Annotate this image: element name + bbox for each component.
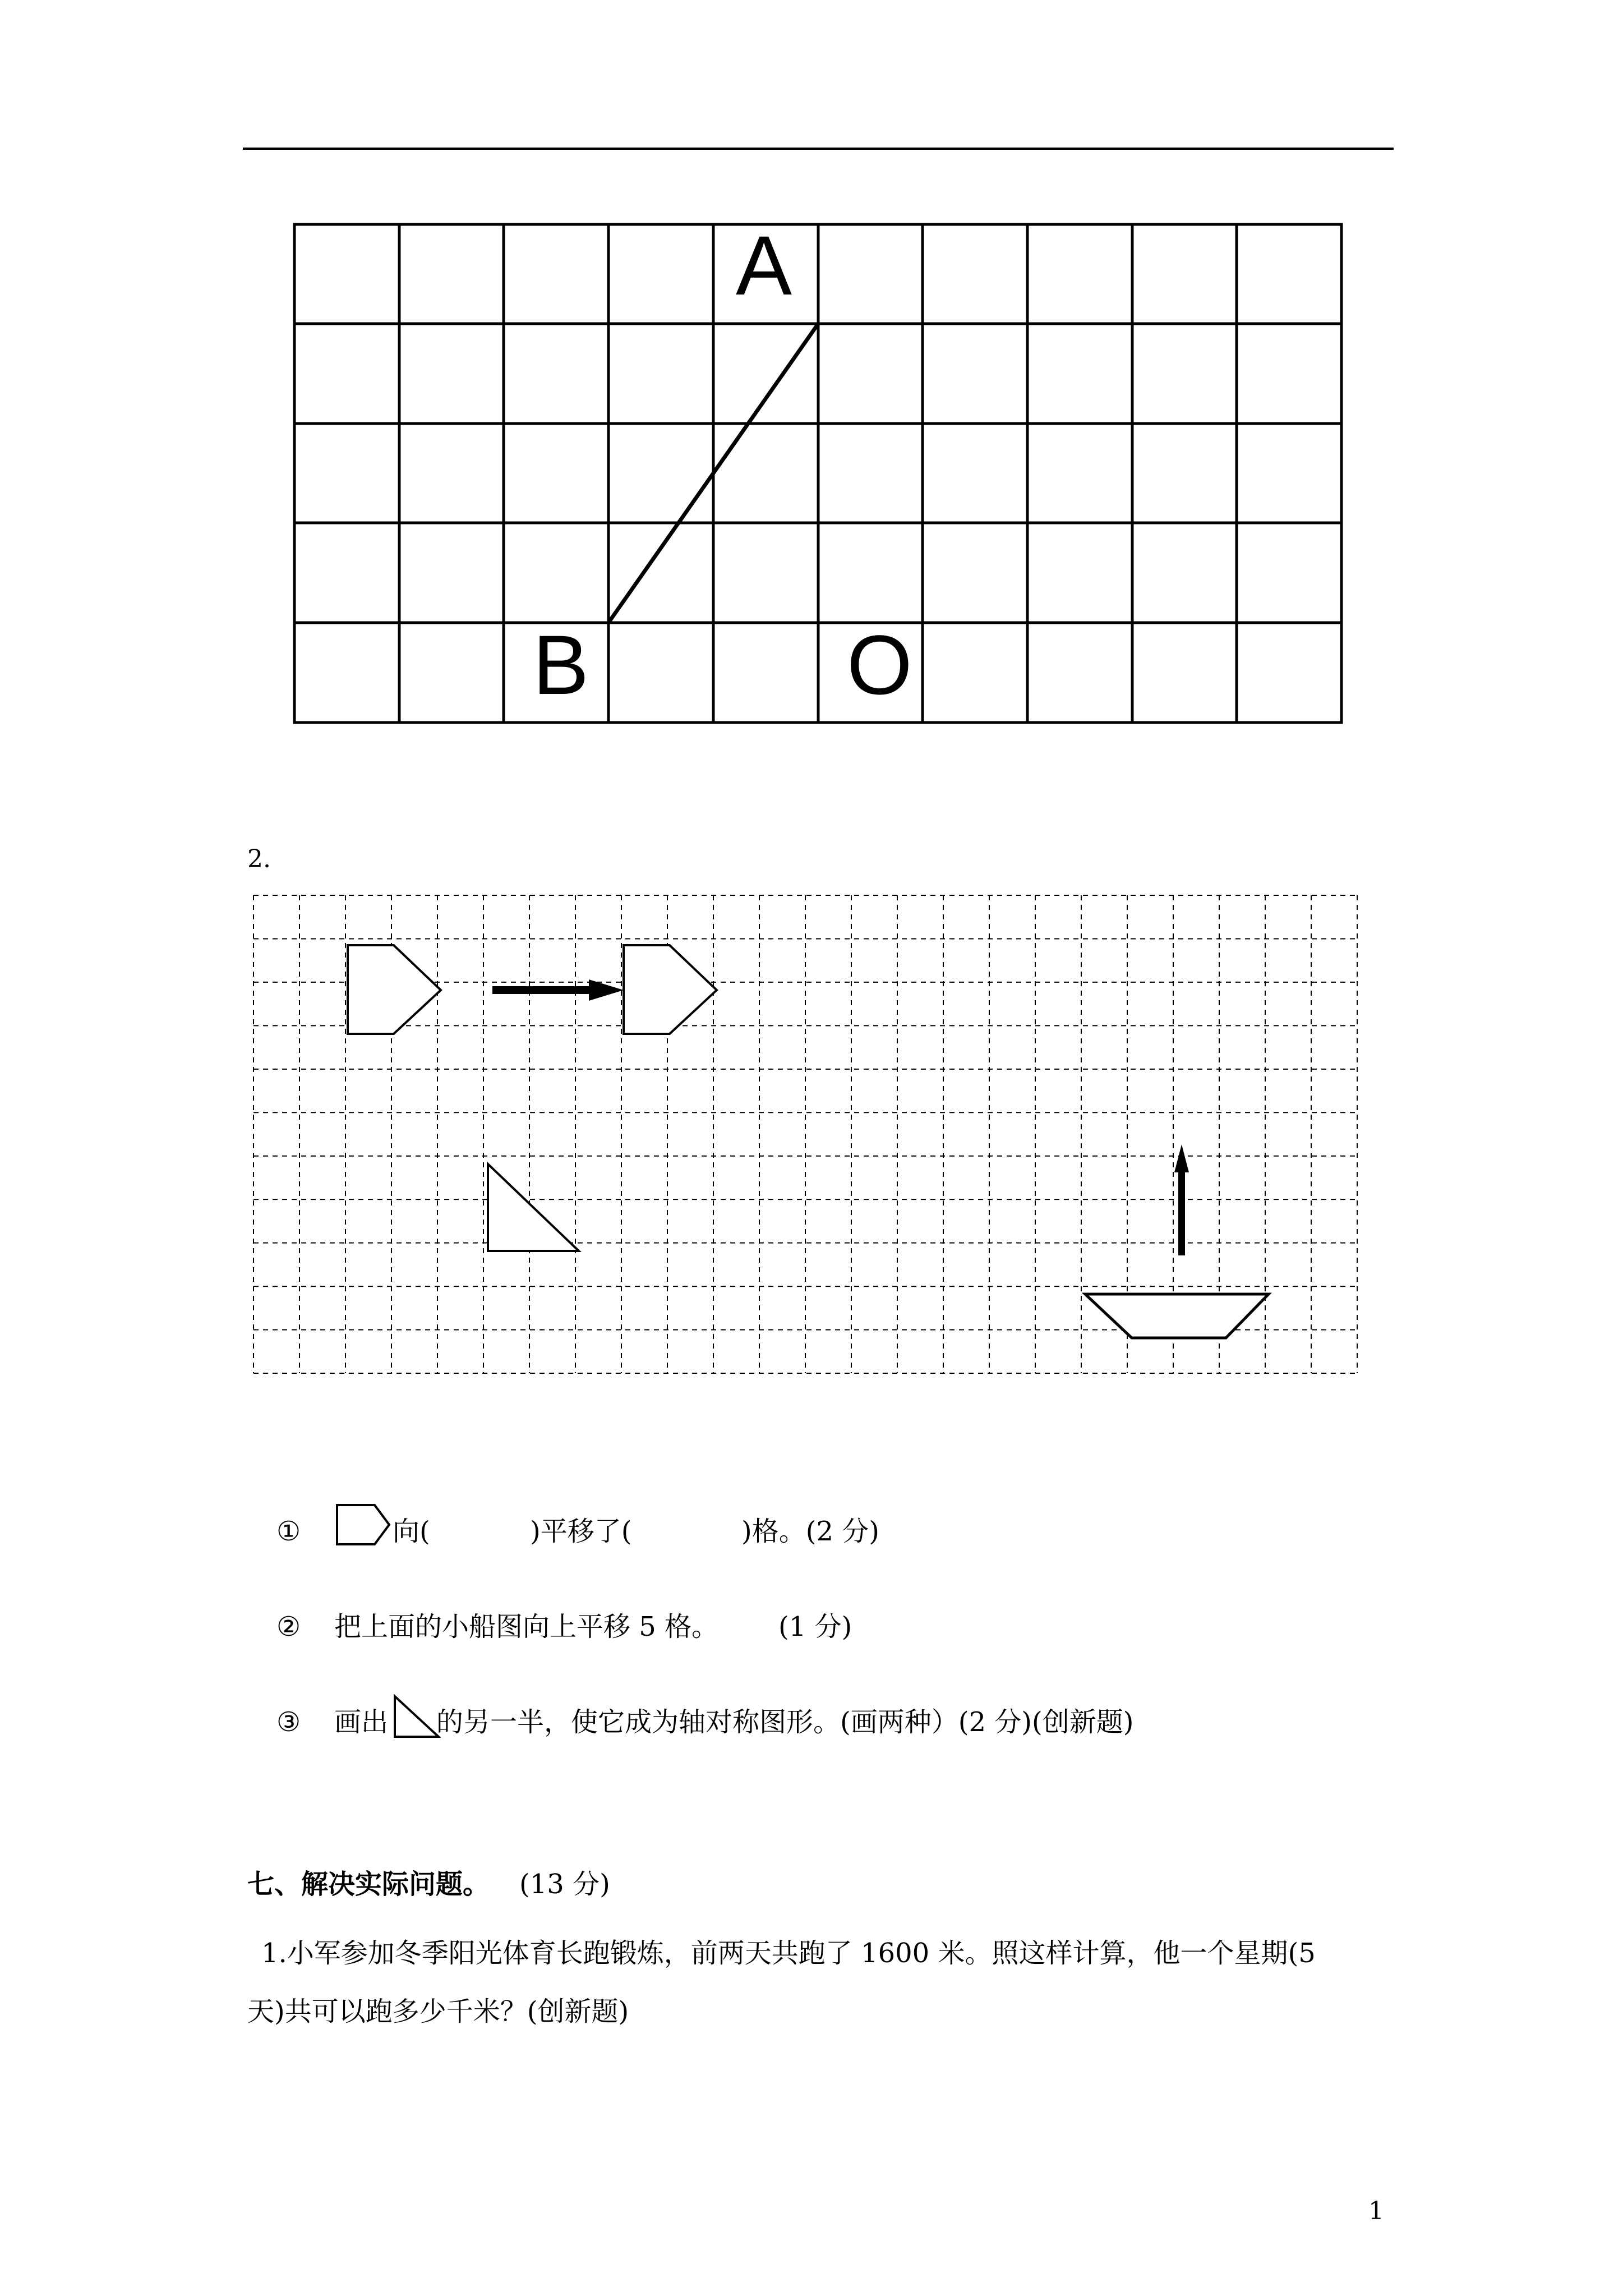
problem-1-line-2: 天)共可以跑多少千米？(创新题)	[247, 1996, 629, 2027]
pentagon-inline-icon	[335, 1503, 391, 1546]
question-3-text-b: 的另一半，使它成为轴对称图形。(画两种）(2 分)(创新题)	[436, 1706, 1134, 1738]
question-1-text-a: 向(	[393, 1516, 430, 1547]
up-arrow-head	[1174, 1144, 1189, 1172]
pentagon-translated	[624, 945, 717, 1034]
question-2-score: (1 分)	[778, 1611, 852, 1642]
section-number: 2.	[247, 845, 271, 873]
question-2-text: 把上面的小船图向上平移 5 格。	[334, 1611, 719, 1642]
question-1-text-b: )平移了(	[530, 1516, 632, 1547]
triangle-inline-icon	[393, 1694, 441, 1739]
page-number: 1	[1368, 2197, 1384, 2225]
section-7-heading: 七、解决实际问题。	[247, 1869, 490, 1900]
pentagon-original	[348, 945, 441, 1034]
point-label-a: A	[736, 218, 792, 312]
answer-blank-squares[interactable]	[651, 1512, 740, 1546]
section-7-score: (13 分)	[519, 1869, 610, 1900]
point-label-o: O	[847, 618, 912, 712]
question-2-marker: ②	[276, 1611, 301, 1642]
question-1-marker: ①	[276, 1516, 301, 1547]
question-1-text-c: )格。(2 分)	[741, 1516, 879, 1547]
triangle-half	[488, 1164, 579, 1251]
problem-1-line-1: 1.小军参加冬季阳光体育长跑锻炼，前两天共跑了 1600 米。照这样计算，他一个星期(5	[261, 1938, 1316, 1969]
boat-shape	[1085, 1294, 1269, 1338]
question-3-marker: ③	[276, 1706, 301, 1738]
answer-blank-direction[interactable]	[449, 1512, 527, 1546]
point-label-b: B	[533, 618, 589, 712]
question-3-text-a: 画出	[334, 1706, 389, 1738]
